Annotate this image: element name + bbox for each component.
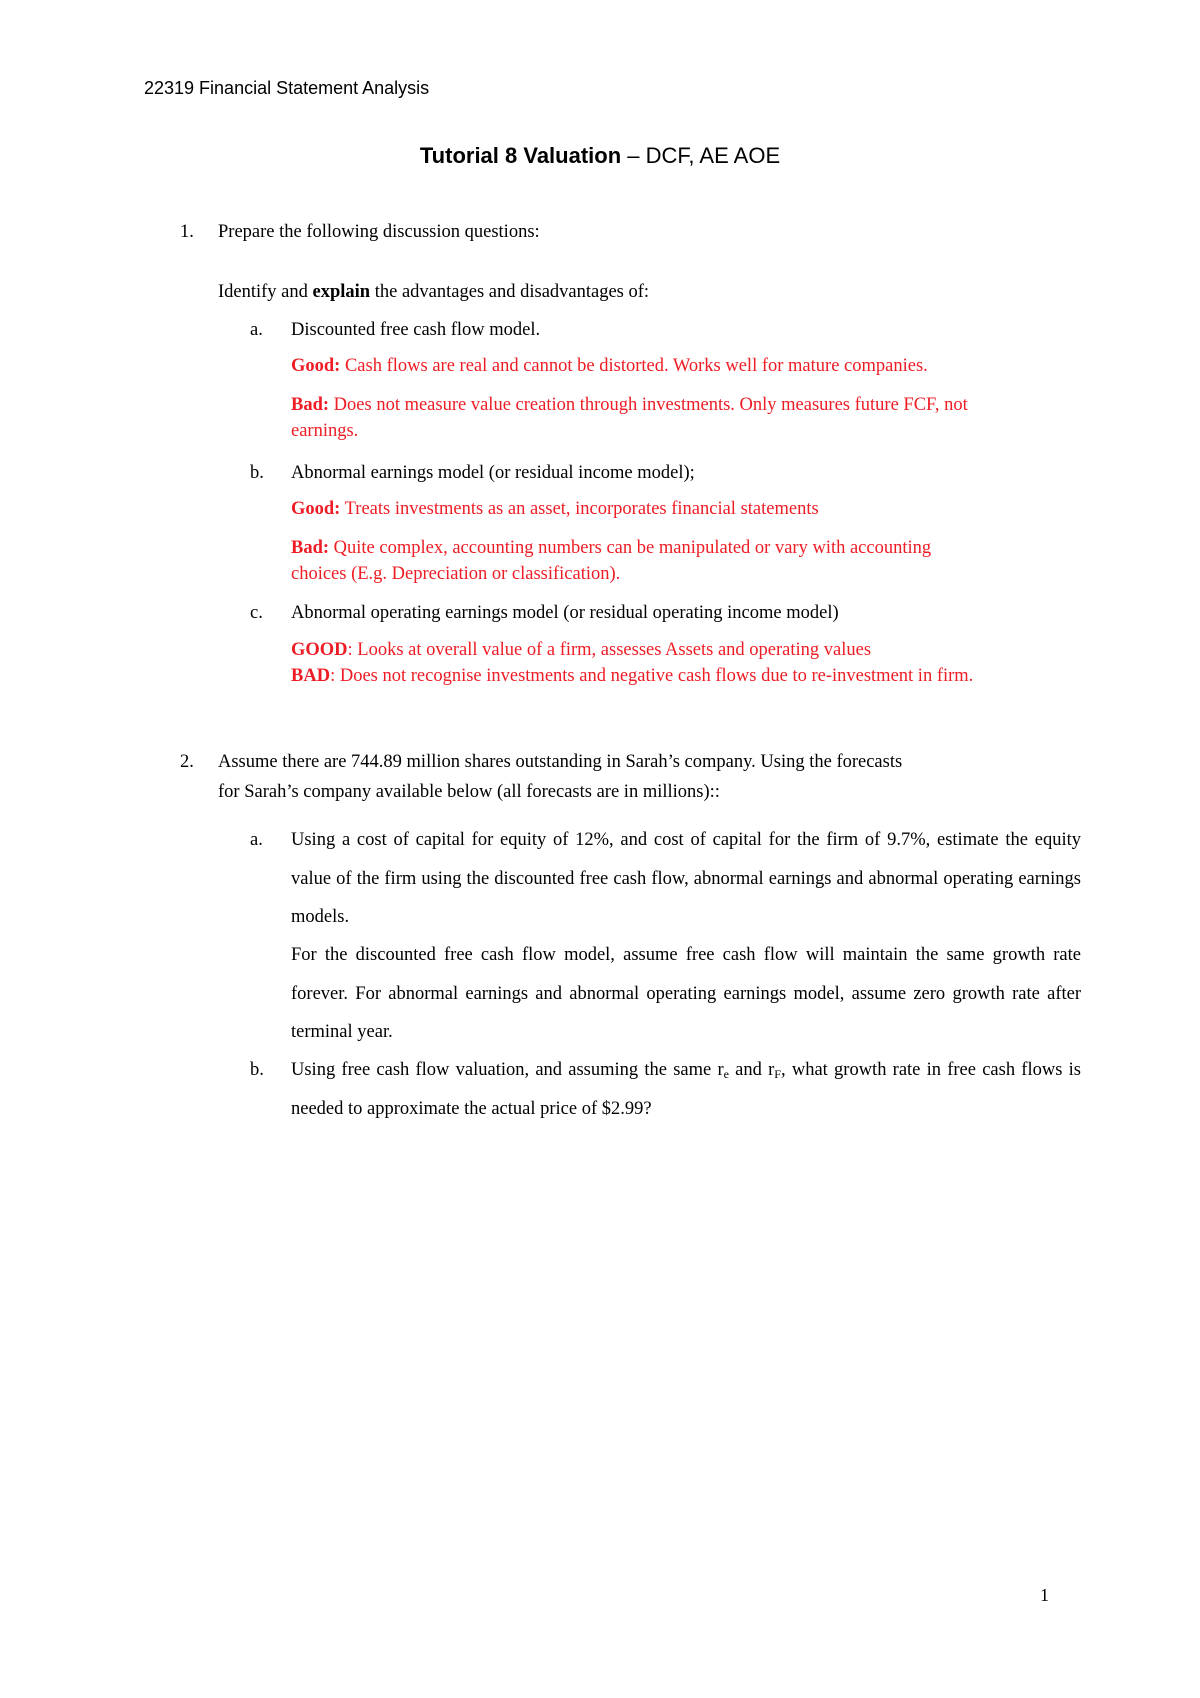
q1c-good: [291, 637, 871, 663]
q1c-bad-text: : Does not recognise investments and negative cash flows due to re-investment in firm.: [330, 666, 974, 686]
q1-intro-post: the advantages and disadvantages of:: [370, 282, 650, 302]
q1a-good-label: Good:: [291, 356, 341, 376]
page-title: [0, 143, 1200, 169]
q2b-pre: Using free cash flow valuation, and assuming the same r: [291, 1060, 724, 1080]
q2b-text: [291, 1051, 1081, 1128]
q2a-text: Using a cost of capital for equity of 12%, and cost of capital for the firm of 9.7%, estimate the equity value of the firm using the discounted free cash flow, abnormal earnings and abnormal operating earnings models.: [291, 830, 1081, 927]
q1c-bad: [291, 663, 973, 689]
q1a-bad-label: Bad:: [291, 395, 330, 415]
q1b-bad-label: Bad:: [291, 538, 330, 558]
q2b-sub-e: e: [723, 1067, 729, 1081]
q1c-text: Abnormal operating earnings model (or residual operating income model): [291, 603, 839, 623]
q1b-good-label: Good:: [291, 499, 341, 519]
title-bold: Tutorial 8 Valuation: [419, 143, 622, 168]
q2b-mid: and r: [728, 1060, 775, 1080]
q1-prompt: Prepare the following discussion questions:: [218, 222, 540, 242]
running-header: 22319 Financial Statement Analysis: [144, 78, 430, 98]
q1-intro: [218, 279, 649, 305]
title-rest: – DCF, AE AOE: [621, 143, 781, 168]
q1b-bad-cont: choices (E.g. Depreciation or classification).: [291, 564, 621, 584]
q2b-sub-f: F: [774, 1067, 781, 1081]
q1b-text: Abnormal earnings model (or residual income model);: [291, 463, 695, 483]
q1a-bad: [291, 392, 968, 418]
q1b-good-text: Treats investments as an asset, incorporates financial statements: [340, 499, 819, 519]
q1a-bad-cont: earnings.: [291, 421, 359, 441]
q2-number: 2.: [180, 752, 194, 772]
q1c-letter: c.: [250, 603, 263, 623]
q1-number: 1.: [180, 222, 194, 242]
q2-line-2: for Sarah’s company available below (all forecasts are in millions)::: [218, 782, 720, 802]
q1b-letter: b.: [250, 463, 264, 483]
q1a-text: Discounted free cash flow model.: [291, 320, 541, 340]
q1a-letter: a.: [250, 320, 263, 340]
q2b-post: , what growth rate in free cash flows is needed to approximate the actual price of $2.99?: [291, 1060, 1081, 1119]
q1a-good: [291, 353, 928, 379]
q2b-letter: b.: [250, 1060, 264, 1080]
q1c-good-label: GOOD: [291, 640, 348, 660]
q1c-good-text: : Looks at overall value of a firm, assesses Assets and operating values: [347, 640, 872, 660]
q1b-bad: [291, 535, 931, 561]
q1-intro-pre: Identify and: [218, 282, 313, 302]
q1c-bad-label: BAD: [291, 666, 331, 686]
q1a-good-text: Cash flows are real and cannot be distorted. Works well for mature companies.: [340, 356, 928, 376]
q2a-letter: a.: [250, 830, 263, 850]
q2a-text-2: For the discounted free cash flow model, assume free cash flow will maintain the same growth rate forever. For abnormal earnings and abnormal operating earnings model, assume zero growth rate after terminal year.: [291, 945, 1081, 1042]
q1-intro-bold: explain: [312, 282, 371, 302]
q1b-good: [291, 496, 819, 522]
q1a-bad-text-1: Does not measure value creation through investments. Only measures future FCF, not: [329, 395, 968, 415]
q2-line-1: Assume there are 744.89 million shares outstanding in Sarah’s company. Using the forecasts: [218, 752, 903, 772]
q1b-bad-text-1: Quite complex, accounting numbers can be manipulated or vary with accounting: [329, 538, 932, 558]
page-number: 1: [1040, 1585, 1049, 1605]
